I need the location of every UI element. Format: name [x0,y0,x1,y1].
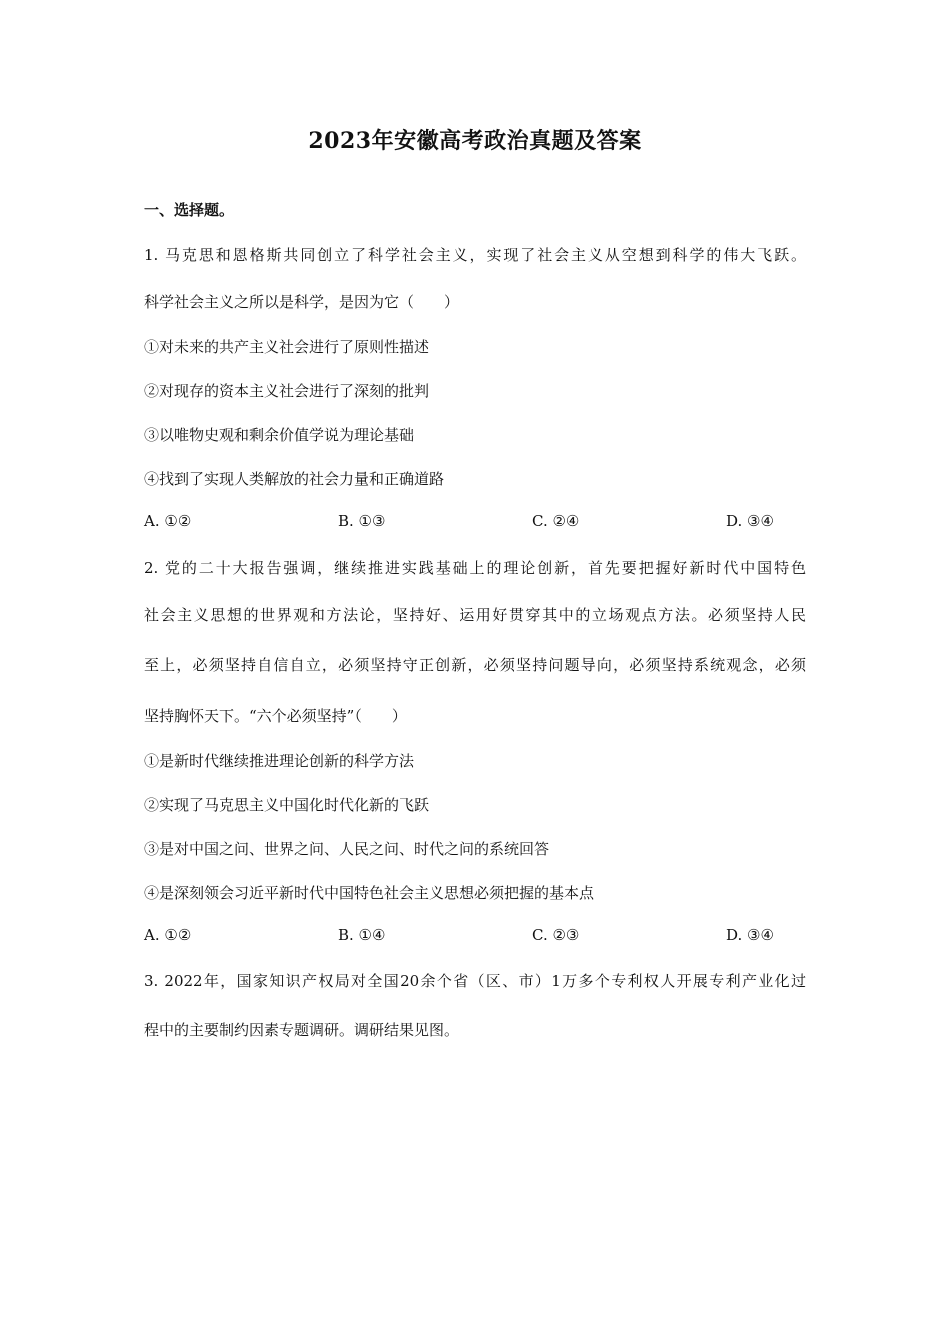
q2-stem-line-4: 坚持胸怀天下。“六个必须坚持”（ ） [144,707,407,725]
page-title: 2023年安徽高考政治真题及答案 [308,128,642,154]
q1-option-a: A. ①② [144,512,192,530]
section-heading: 一、选择题。 [144,201,235,219]
q1-item-4: ④找到了实现人类解放的社会力量和正确道路 [144,470,445,488]
q3-stem-line-1: 3. 2022年，国家知识产权局对全国20余个省（区、市）1万多个专利权人开展专利产业化过 [144,972,806,990]
q2-option-b: B. ①④ [338,926,386,944]
q1-item-1: ①对未来的共产主义社会进行了原则性描述 [144,338,430,356]
q1-option-b: B. ①③ [338,512,386,530]
q1-option-c: C. ②④ [532,512,580,530]
q2-item-1: ①是新时代继续推进理论创新的科学方法 [144,752,415,770]
q1-item-3: ③以唯物史观和剩余价值学说为理论基础 [144,426,415,444]
q2-stem-line-1: 2. 党的二十大报告强调，继续推进实践基础上的理论创新，首先要把握好新时代中国特色 [144,559,806,577]
q2-stem-line-2: 社会主义思想的世界观和方法论，坚持好、运用好贯穿其中的立场观点方法。必须坚持人民 [144,606,806,624]
q2-option-a: A. ①② [144,926,192,944]
q2-stem-line-3: 至上，必须坚持自信自立，必须坚持守正创新，必须坚持问题导向，必须坚持系统观念，必须 [144,656,806,674]
q3-stem-line-2: 程中的主要制约因素专题调研。调研结果见图。 [144,1021,460,1039]
q2-item-2: ②实现了马克思主义中国化时代化新的飞跃 [144,796,430,814]
q1-item-2: ②对现存的资本主义社会进行了深刻的批判 [144,382,430,400]
q2-item-3: ③是对中国之问、世界之问、人民之问、时代之问的系统回答 [144,840,550,858]
q1-stem-line-2: 科学社会主义之所以是科学，是因为它（ ） [144,293,460,311]
q1-option-d: D. ③④ [726,512,774,530]
q2-item-4: ④是深刻领会习近平新时代中国特色社会主义思想必须把握的基本点 [144,884,595,902]
q1-stem-line-1: 1. 马克思和恩格斯共同创立了科学社会主义，实现了社会主义从空想到科学的伟大飞跃。 [144,246,806,264]
q2-option-c: C. ②③ [532,926,580,944]
q2-option-d: D. ③④ [726,926,774,944]
